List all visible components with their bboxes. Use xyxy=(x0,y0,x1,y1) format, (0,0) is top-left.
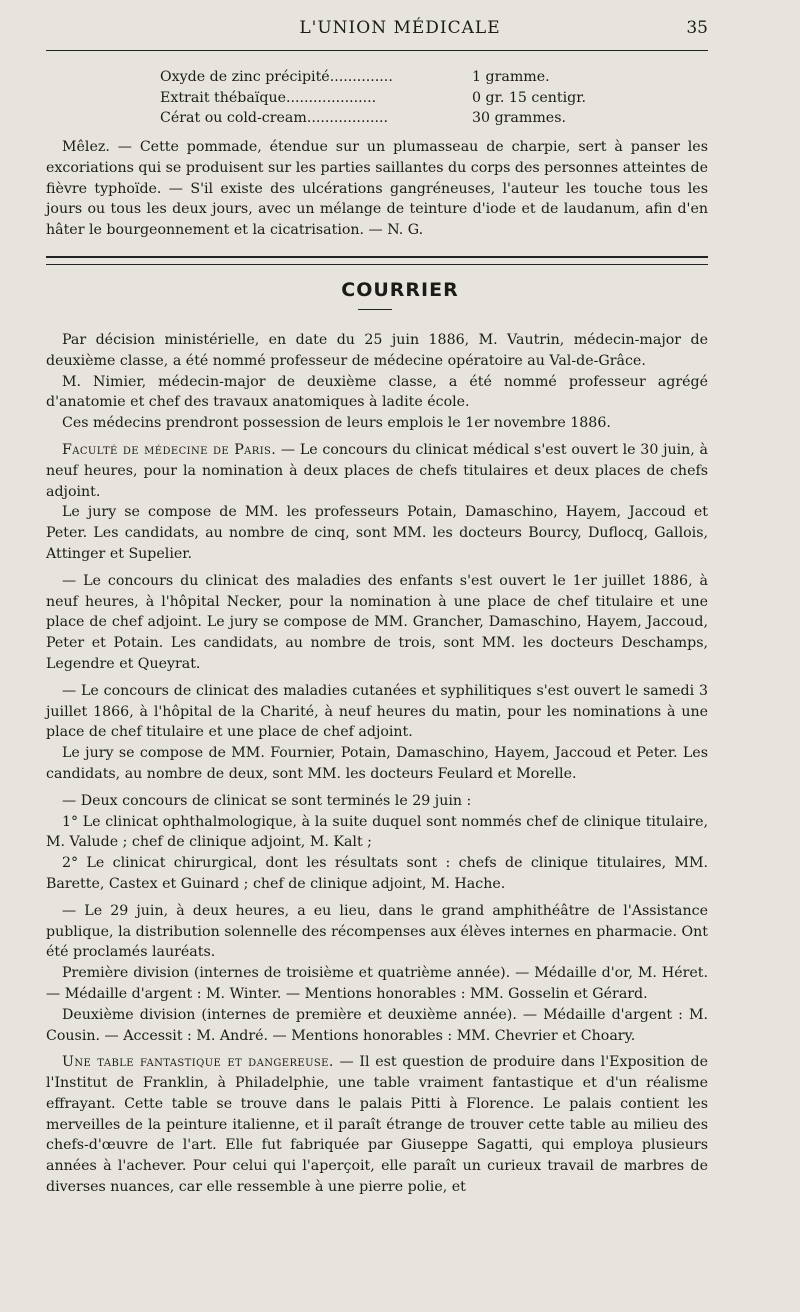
prescription-list xyxy=(160,67,610,129)
section-separator xyxy=(46,256,708,265)
preparation-note xyxy=(46,137,708,241)
page-header xyxy=(0,18,800,44)
ingredient-quantity: 30 grammes. xyxy=(472,110,566,126)
paragraph: Le jury se compose de MM. les professeurs Potain, Damaschino, Hayem, Jaccoud et Peter. Les candidats, au nombre de cinq, sont MM. les docteurs Bourcy, Duflocq, Gallois, Attinger et Supelier. xyxy=(46,504,708,562)
title-underline xyxy=(358,309,392,310)
ingredient-name: Oxyde de zinc précipité.............. xyxy=(160,69,393,85)
paragraph: 1° Le clinicat ophthalmologique, à la suite duquel sont nommés chef de clinique titulaire, M. Valude ; chef de clinique adjoint, M. Kalt ; xyxy=(46,813,708,851)
paragraph xyxy=(46,440,708,502)
ingredient-name: Cérat ou cold-cream.................. xyxy=(160,110,389,126)
prescription-row xyxy=(160,67,610,88)
page-number: 35 xyxy=(686,18,708,38)
paragraph: — Deux concours de clinicat se sont terminés le 29 juin : xyxy=(62,792,472,809)
paragraph: Par décision ministérielle, en date du 25 juin 1886, M. Vautrin, médecin-major de deuxième classe, a été nommé professeur de médecine opératoire au Val-de-Grâce. xyxy=(46,332,708,369)
paragraph xyxy=(46,1052,708,1198)
header-rule xyxy=(46,50,708,51)
courrier-column xyxy=(46,330,708,1198)
section-title: COURRIER xyxy=(341,279,459,301)
ingredient-quantity: 1 gramme. xyxy=(472,69,550,85)
paragraph: Le jury se compose de MM. Fournier, Potain, Damaschino, Hayem, Jaccoud et Peter. Les candidats, au nombre de deux, sont MM. les docteurs Feulard et Morelle. xyxy=(46,745,708,782)
running-head: L'UNION MÉDICALE xyxy=(299,18,501,38)
paragraph-lead: Faculté de médecine de Paris. xyxy=(62,441,277,458)
paragraph: — Le 29 juin, à deux heures, a eu lieu, dans le grand amphithéâtre de l'Assistance publique, la distribution solennelle des récompenses aux élèves internes en pharmacie. Ont été proclamés lauréats. xyxy=(46,902,708,961)
paragraph: Première division (internes de troisième et quatrième année). — Médaille d'or, M. Héret. — Médaille d'argent : M. Winter. — Mentions honorables : MM. Gosselin et Gérard. xyxy=(46,965,708,1002)
paragraph-body: — Le concours du clinicat médical s'est ouvert le 30 juin, à neuf heures, pour la nomination à deux places de chefs titulaires et deux places de chefs adjoint. xyxy=(46,441,708,500)
paragraph: — Le concours de clinicat des maladies cutanées et syphilitiques s'est ouvert le samedi 3 juillet 1866, à l'hôpital de la Charité, à neuf heures du matin, pour les nominations à une place de chef titulaire et une place de chef adjoint. xyxy=(46,682,708,741)
paragraph: 2° Le clinicat chirurgical, dont les résultats sont : chefs de clinique titulaires, MM. Barette, Castex et Guinard ; chef de clinique adjoint, M. Hache. xyxy=(46,855,708,892)
ingredient-name: Extrait thébaïque.................... xyxy=(160,89,377,106)
prescription-row xyxy=(160,88,610,109)
prescription-row xyxy=(160,108,610,129)
paragraph: M. Nimier, médecin-major de deuxième classe, a été nommé professeur agrégé d'anatomie et chef des travaux anatomiques à ladite école. xyxy=(46,373,708,411)
paragraph: — Le concours du clinicat des maladies des enfants s'est ouvert le 1er juillet 1886, à neuf heures, à l'hôpital Necker, pour la nomination à une place de chef titulaire et une place de chef adjoint. Le jury se compose de MM. Grancher, Damaschino, Hayem, Jaccoud, Peter et Potain. Les candidats, au nombre de trois, sont MM. les docteurs Deschamps, Legendre et Queyrat. xyxy=(46,572,708,672)
paragraph: Ces médecins prendront possession de leurs emplois le 1er novembre 1886. xyxy=(62,415,611,432)
preparation-paragraph: Mêlez. — Cette pommade, étendue sur un plumasseau de charpie, sert à panser les excoriations qui se produisent sur les parties saillantes du corps des personnes atteintes de fièvre typhoïde. — S'il existe des ulcérations gangréneuses, l'auteur les touche tous les jours ou tous les deux jours, avec un mélange de teinture d'iode et de laudanum, afin d'en hâter le bourgeonnement et la cicatrisation. — N. G. xyxy=(46,139,709,239)
paragraph-lead: Une table fantastique et dangereuse. xyxy=(62,1054,334,1071)
paragraph-body: — Il est question de produire dans l'Exposition de l'Institut de Franklin, à Philadelphie, une table vraiment fantastique et d'un réalisme effrayant. Cette table se trouve dans le palais Pitti à Florence. Le palais contient les merveilles de la peinture italienne, et il paraît étrange de trouver cette table au milieu des chefs-d'œuvre de l'art. Elle fut fabriquée par Giuseppe Sagatti, qui employa plusieurs années à l'achever. Pour celui qui l'aperçoit, elle paraît un curieux travail de marbres de diverses nuances, car elle ressemble à une pierre polie, et xyxy=(46,1054,708,1196)
paragraph: Deuxième division (internes de première et deuxième année). — Médaille d'argent : M. Cousin. — Accessit : M. André. — Mentions honorables : MM. Chevrier et Choary. xyxy=(46,1006,708,1044)
ingredient-quantity: 0 gr. 15 centigr. xyxy=(472,89,586,106)
